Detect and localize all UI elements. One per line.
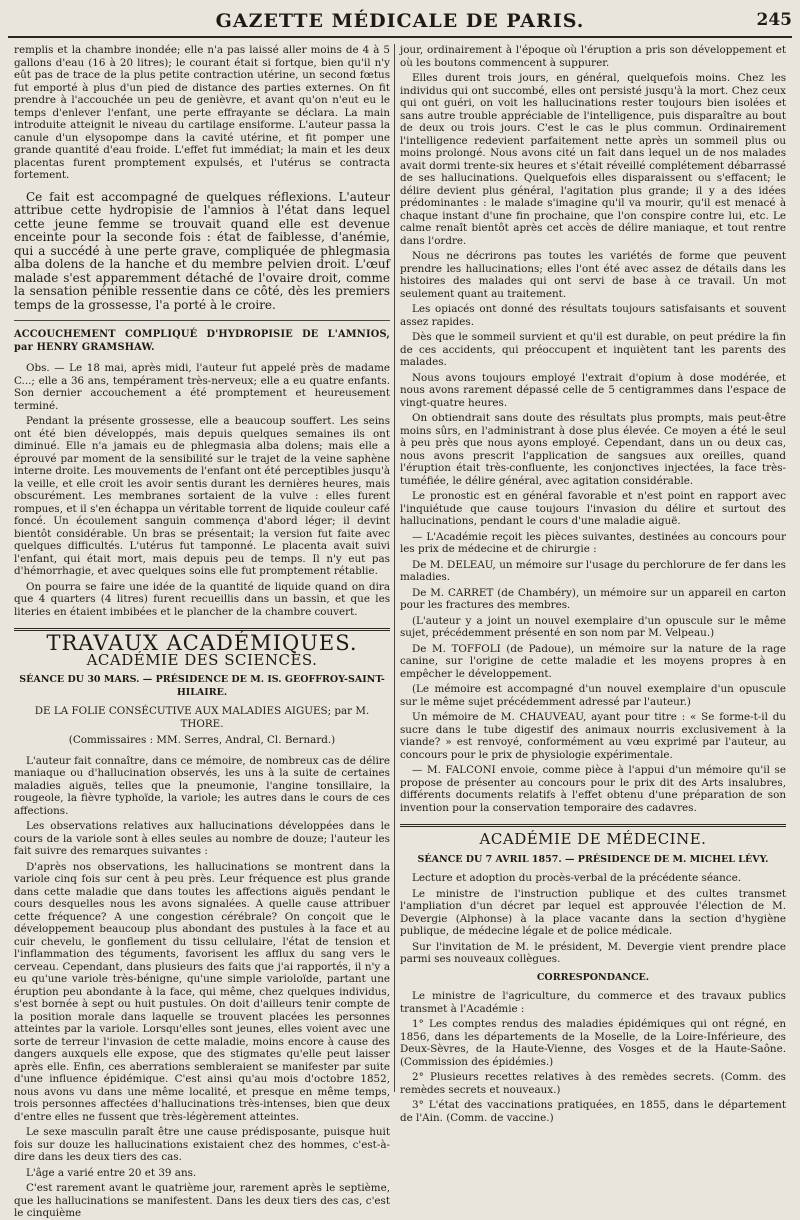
paragraph: Sur l'invitation de M. le président, M. Devergie vient prendre place parmi ses nouveaux collègues. xyxy=(400,940,786,965)
paragraph: Nous ne décrirons pas toutes les variétés de forme que peuvent prendre les hallucinations; elles l'ont été avec assez de détails dans les histoires des malades qui ont servi de base à ce travail. Un mot seulement quant au traitement. xyxy=(400,250,786,300)
session-heading: SÉANCE DU 7 AVRIL 1857. — PRÉSIDENCE DE M. MICHEL LÉVY. xyxy=(417,853,769,865)
paragraph: remplis et la chambre inondée; elle n'a pas laissé aller moins de 4 à 5 gallons d'eau (16 à 20 litres); le courant était si fortque, bien qu'il n'y eût pas de trace de la plus petite contraction utérine, un second fœtus fut emporté à plus d'un pied de distance des parties externes. On fit prendre à l'accouchée un peu de genièvre, et avant qu'on n'eut eu le temps d'enlever l'enfant, une perte effrayante se déclara. La main introduite atteignit le niveau du cartilage ensiforme. L'auteur passa la canule d'un elysopompe dans la cavité utérine, et fit pomper une grande quantité d'eau froide. L'effet fut immédiat; la main et les deux placentas furent promptement expulsés, et l'utérus se contracta fortement. xyxy=(14,44,390,181)
paragraph: (L'auteur y a joint un nouvel exemplaire d'un opuscule sur le même sujet, précédemment présenté en son nom par M. Velpeau.) xyxy=(400,614,786,639)
paragraph: Ce fait est accompagné de quelques réflexions. L'auteur attribue cette hydropisie de l'amnios à l'état dans lequel cette jeune femme se trouvait quand elle est devenue enceinte pour la seconde fois : état de faiblesse, d'anémie, qui a succédé à une perte grave, compliquée de phlegmasia alba dolens de la hanche et du membre pelvien droit. L'œuf malade s'est apparemment détaché de l'ovaire droit, comme la sensation pénible ressentie dans ce côté, dès les premiers temps de la grossesse, l'a porté à le croire. xyxy=(14,189,390,312)
paragraph: Elles durent trois jours, en général, quelquefois moins. Chez les individus qui ont succombé, elles ont persisté jusqu'à la mort. Chez ceux qui ont guéri, on voit les hallucinations rester toujours bien isolées et sans autre trouble appréciable de l'intelligence, puis disparaître au bout de deux ou trois jours. C'est le cas le plus commun. Ordinairement l'intelligence redevient parfaitement nette après un sommeil plus ou moins prolongé. Nous avons cité un fait dans lequel un de nos malades avait dormi trente-six heures et s'était réveillé complétement débarrassé de ses hallucinations. Quelquefois elles disparaissent ou s'effacent; le délire devient plus général, l'agitation plus grande; il y a des idées prédominantes : le malade s'imagine qu'il va mourir, qu'il est menacé à chaque instant d'une fin prochaine, que l'on conspire contre lui, etc. Le calme renaît bientôt après cet accès de délire maniaque, et tout rentre dans l'ordre. xyxy=(400,72,786,247)
column-divider xyxy=(394,44,395,1092)
paragraph: — L'Académie reçoit les pièces suivantes, destinées au concours pour les prix de médecine et de chirurgie : xyxy=(400,530,786,555)
paragraph: Le pronostic est en général favorable et n'est point en rapport avec l'inquiétude que cause toujours l'invasion du délire et surtout des hallucinations, pendant le cours d'une maladie aiguë. xyxy=(400,490,786,527)
paragraph: Le ministre de l'agriculture, du commerce et des travaux publics transmet à l'Académie : xyxy=(400,990,786,1015)
paragraph: On pourra se faire une idée de la quantité de liquide quand on dira que 4 quarters (4 litres) furent recueillis dans un bassin, et que les literies en étaient imbibées et le plancher de la chambre couvert. xyxy=(14,580,390,618)
paragraph: (Le mémoire est accompagné d'un nouvel exemplaire d'un opuscule sur le même sujet précédemment adressé par l'auteur.) xyxy=(400,683,786,708)
paragraph: De M. TOFFOLI (de Padoue), un mémoire sur la nature de la rage canine, sur l'origine de cette maladie et les moyens propres à en empêcher le développement. xyxy=(400,642,786,680)
section-title: TRAVAUX ACADÉMIQUES. xyxy=(46,631,358,655)
paragraph: Lecture et adoption du procès-verbal de la précédente séance. xyxy=(412,872,742,884)
journal-title: GAZETTE MÉDICALE DE PARIS. xyxy=(215,10,585,32)
paragraph: Nous avons toujours employé l'extrait d'opium à dose modérée, et nous avons rarement dépassé celle de 5 centigrammes dans l'espace de vingt-quatre heures. xyxy=(400,371,786,409)
paragraph: Un mémoire de M. CHAUVEAU, ayant pour titre : « Se forme-t-il du sucre dans le tube digestif des animaux nourris exclusivement à la viande? » est renvoyé, conformément au vœu exprimé par l'auteur, au concours pour le prix de physiologie expérimentale. xyxy=(400,711,786,761)
paragraph: Dès que le sommeil survient et qu'il est durable, on peut prédire la fin de ces accidents, qui préoccupent et inquiètent tant les parents des malades. xyxy=(400,331,786,368)
page-header xyxy=(8,4,792,38)
paragraph: De M. CARRET (de Chambéry), un mémoire sur un appareil en carton pour les fractures des membres. xyxy=(400,586,786,611)
correspondence-heading: CORRESPONDANCE. xyxy=(536,971,650,983)
paragraph: 2° Plusieurs recettes relatives à des remèdes secrets. (Comm. des remèdes secrets et nouveaux.) xyxy=(400,1071,786,1096)
paragraph: D'après nos observations, les hallucinations se montrent dans la variole cinq fois sur cent à peu près. Leur fréquence est plus grande dans cette maladie que dans toutes les affections aiguës pendant le cours desquelles nous les avons signalées. A quelle cause attribuer cette fréquence? A une congestion cérébrale? On conçoit que le développement beaucoup plus abondant des pustules à la face et au cuir chevelu, le gonflement du tissu cellulaire, l'état de tension et l'inflammation des téguments, favorisent les afflux du sang vers le cerveau. Cependant, dans plusieurs des faits que j'ai rapportés, il n'y a eu qu'une variole très-bénigne, qu'une simple varioloïde, partant une éruption peu abondante à la face, qui même, chez quelques individus, s'est bornée à sept ou huit pustules. On doit d'ailleurs tenir compte de la position morale dans laquelle se trouvent placées les personnes atteintes par la variole. Lorsqu'elles sont jeunes, elles voient avec une sorte de terreur l'invasion de cette maladie, moins encore à cause des dangers auxquels elle expose, que des stigmates qu'elle peut laisser après elle. Enfin, ces aberrations sembleraient se manifester par suite d'une influence épidémique. C'est ainsi qu'au mois d'octobre 1852, nous avons vu dans une même localité, et presque en même temps, trois personnes affectées d'hallucinations très-intenses, bien que deux d'entre elles ne fussent que très-légèrement atteintes. xyxy=(14,860,390,1123)
left-column xyxy=(14,44,390,1219)
session-heading: SÉANCE DU 30 MARS. — PRÉSIDENCE DE M. IS. GEOFFROY-SAINT-HILAIRE. xyxy=(19,674,385,698)
academy-title: ACADÉMIE DES SCIENCES. xyxy=(86,650,318,669)
paragraph: 3° L'état des vaccinations pratiquées, en 1855, dans le département de l'Ain. (Comm. de vaccine.) xyxy=(400,1099,786,1124)
paragraph: Les opiacés ont donné des résultats toujours satisfaisants et souvent assez rapides. xyxy=(400,303,786,328)
paragraph: L'âge a varié entre 20 et 39 ans. xyxy=(26,1166,197,1179)
page-number: 245 xyxy=(756,10,792,30)
section-rule xyxy=(14,320,390,321)
paragraph: Les observations relatives aux hallucinations développées dans le cours de la variole sont à elles seules au nombre de douze; l'auteur les fait suivre des remarques suivantes : xyxy=(14,820,390,857)
right-column xyxy=(400,44,786,1124)
paragraph: C'est rarement avant le quatrième jour, rarement après le septième, que les hallucinations se manifestent. Dans les deux tiers des cas, c'est le cinquième xyxy=(14,1182,390,1219)
article-heading: ACCOUCHEMENT COMPLIQUÉ D'HYDROPISIE DE L'AMNIOS, par HENRY GRAMSHAW. xyxy=(14,329,390,353)
paragraph: Pendant la présente grossesse, elle a beaucoup souffert. Les seins ont été bien développés, mais depuis quelques semaines ils ont diminué. Elle n'a jamais eu de phlegmasia alba dolens; mais elle a éprouvé par moment de la sensibilité sur le trajet de la veine saphène interne droite. Les mouvements de l'enfant ont été perceptibles jusqu'à la veille, et elle croit les avoir sentis durant les dernières heures, mais obscurément. Les membranes sortaient de la vulve : elles furent rompues, et il s'en échappa un véritable torrent de liquide couleur café foncé. Un écoulement sanguin commença d'abord léger; il devint bientôt considérable. Un bras se présentait; la version fut faite avec quelques difficultés. L'utérus fut tamponné. Le placenta avait suivi l'enfant, qui était mort, mais depuis peu de temps. Il n'y eut pas d'hémorrhagie, et avec quelques soins elle fut promptement rétablie. xyxy=(14,415,390,577)
paragraph: jour, ordinairement à l'époque où l'éruption a pris son développement et où les boutons commencent à suppurer. xyxy=(400,44,786,69)
paragraph: L'auteur fait connaître, dans ce mémoire, de nombreux cas de délire maniaque ou d'hallucination observés, les uns à la suite de certaines maladies aiguës, telles que la pneumonie, l'angine tonsillaire, la rougeole, la fièvre typhoïde, la variole; les autres dans le cours de ces affections. xyxy=(14,754,390,817)
paragraph: — M. FALCONI envoie, comme pièce à l'appui d'un mémoire qu'il se propose de présenter au concours pour le prix dit des Arts insalubres, différents documents relatifs à l'effet obtenu d'une préparation de son invention pour la conservation temporaire des cadavres. xyxy=(400,764,786,814)
academy-title: ACADÉMIE DE MÉDECINE. xyxy=(479,830,707,848)
article-heading: DE LA FOLIE CONSÉCUTIVE AUX MALADIES AIGUES; par M. THORE. xyxy=(34,705,370,730)
commission-line: (Commissaires : MM. Serres, Andral, Cl. Bernard.) xyxy=(68,734,336,746)
paragraph: Obs. — Le 18 mai, après midi, l'auteur fut appelé près de madame C...; elle a 36 ans, tempérament très-nerveux; elle a eu quatre enfants. Son dernier accouchement a été promptement et heureusement terminé. xyxy=(14,362,390,412)
paragraph: De M. DELEAU, un mémoire sur l'usage du perchlorure de fer dans les maladies. xyxy=(400,558,786,583)
paragraph: Le ministre de l'instruction publique et des cultes transmet l'ampliation d'un décret par lequel est approuvée l'élection de M. Devergie (Alphonse) à la place vacante dans la section d'hygiène publique, de médecine légale et de police médicale. xyxy=(400,887,786,937)
paragraph: Le sexe masculin paraît être une cause prédisposante, puisque huit fois sur douze les hallucinations existaient chez des hommes, c'est-à-dire dans les deux tiers des cas. xyxy=(14,1126,390,1163)
paragraph: 1° Les comptes rendus des maladies épidémiques qui ont régné, en 1856, dans les départements de la Moselle, de la Loire-Inférieure, des Deux-Sèvres, de la Haute-Vienne, des Vosges et de la Haute-Saône. (Commission des épidémies.) xyxy=(400,1018,786,1068)
paragraph: On obtiendrait sans doute des résultats plus prompts, mais peut-être moins sûrs, en l'administrant à dose plus élevée. Ce moyen a été le seul à peu près que nous ayons employé. Cependant, dans un ou deux cas, nous avons prescrit l'application de sangsues aux oreilles, quand l'éruption était très-confluente, les conjonctives injectées, la face très-tuméfiée, le délire général, avec agitation considérable. xyxy=(400,412,786,487)
section-rule xyxy=(400,824,786,827)
